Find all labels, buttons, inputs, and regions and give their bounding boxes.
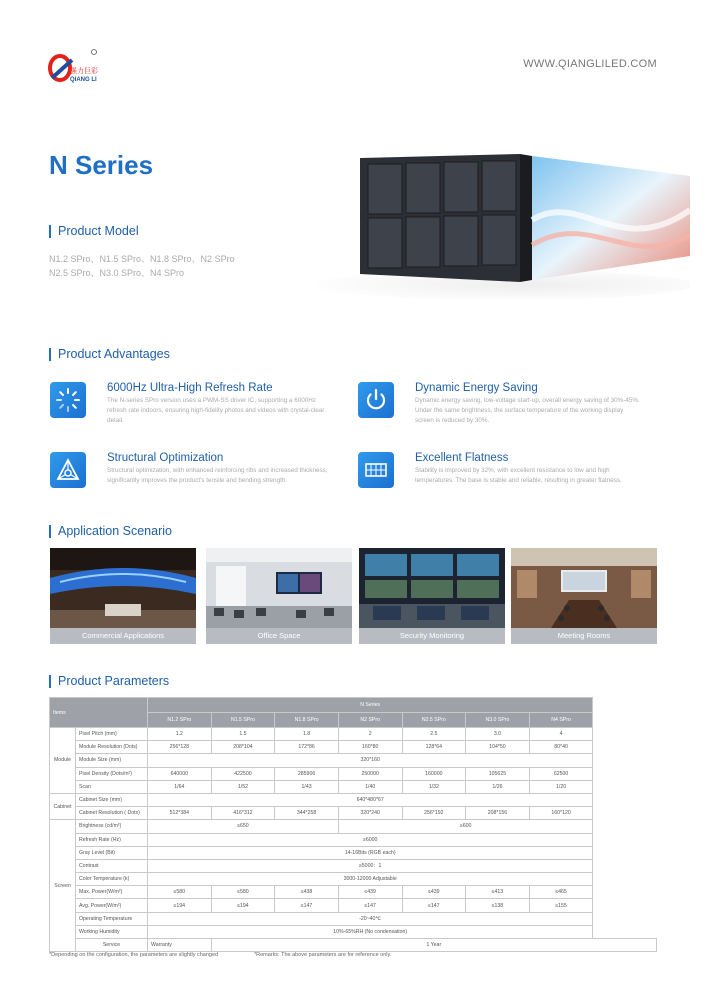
cell: 1.5 xyxy=(211,728,275,741)
cell: 80*40 xyxy=(529,741,593,754)
cell: 105625 xyxy=(466,767,530,780)
model-list-line-2: N2.5 SPro、N3.0 SPro、N4 SPro xyxy=(49,268,185,278)
cell: 512*384 xyxy=(148,807,212,820)
model-header: N4 SPro xyxy=(529,713,593,728)
row-label: Module Size (mm) xyxy=(76,754,148,767)
page-title: N Series xyxy=(49,150,154,180)
cell: ≤465 xyxy=(529,886,593,899)
cell: ≤138 xyxy=(466,899,530,912)
model-header: N2 SPro xyxy=(338,713,402,728)
group-module: Module xyxy=(50,728,76,794)
row-label: Max. Power(W/m²) xyxy=(76,886,148,899)
cell: 62500 xyxy=(529,767,593,780)
scene-commercial xyxy=(50,548,196,644)
cell: ≥6000 xyxy=(148,833,593,846)
cell: ≤194 xyxy=(211,899,275,912)
group-cabinet: Cabinet xyxy=(50,793,76,819)
cell: ≤580 xyxy=(148,886,212,899)
cell: 416*312 xyxy=(211,807,275,820)
product-model-heading: Product Model xyxy=(49,225,139,238)
cell: 1/26 xyxy=(466,780,530,793)
row-label: Refresh Rate (Hz) xyxy=(76,833,148,846)
power-icon xyxy=(358,382,394,418)
table-row xyxy=(50,939,657,952)
row-label: Scan xyxy=(76,780,148,793)
cell: 285906 xyxy=(275,767,339,780)
cell: 160000 xyxy=(402,767,466,780)
cell: 422500 xyxy=(211,767,275,780)
parameters-table xyxy=(49,697,657,952)
advantage-desc: Dynamic energy saving, low-voltage start-up, overall energy saving of 30%-45%. Under the same brightness, the surface temperature of the working display screen is reduced by 30%. xyxy=(415,397,640,424)
model-list xyxy=(49,252,235,280)
model-header: N2.5 SPro xyxy=(402,713,466,728)
cell: ≤147 xyxy=(275,899,339,912)
brand-mark: QIANG LI xyxy=(70,77,97,83)
advantage-title: 6000Hz Ultra-High Refresh Rate xyxy=(107,382,273,394)
cell: 1 Year xyxy=(211,939,656,952)
cell: 3000-12000 Adjustable xyxy=(148,873,593,886)
cell: 2.5 xyxy=(402,728,466,741)
group-service: Service xyxy=(76,939,148,952)
table-header-row xyxy=(50,698,657,713)
scene-security xyxy=(359,548,505,644)
scene-office xyxy=(206,548,352,644)
table-row xyxy=(50,833,657,846)
scene-caption: Commercial Applications xyxy=(50,628,196,644)
table-row xyxy=(50,859,657,872)
row-label: Operating Temperature xyxy=(76,912,148,925)
row-label: Warranty xyxy=(148,939,212,952)
cell: 128*64 xyxy=(402,741,466,754)
cell: 1.8 xyxy=(275,728,339,741)
brand-cn: 强力巨彩 xyxy=(70,68,98,75)
table-row xyxy=(50,741,657,754)
model-list-line-1: N1.2 SPro、N1.5 SPro、N1.8 SPro、N2 SPro xyxy=(49,254,235,264)
loading-spinner-icon xyxy=(50,382,86,418)
cell: ≤155 xyxy=(529,899,593,912)
footnote-config: *Depending on the configuration, the parameters are slightly changed xyxy=(49,952,219,958)
table-row xyxy=(50,912,657,925)
row-label: Cabinet Resolution ( Dots) xyxy=(76,807,148,820)
table-row xyxy=(50,807,657,820)
cell: 14-16Bits (RGB each) xyxy=(148,846,593,859)
row-label: Pixel Pitch (mm) xyxy=(76,728,148,741)
cell: ≤194 xyxy=(148,899,212,912)
application-heading: Application Scenario xyxy=(49,525,172,538)
cell: 256*128 xyxy=(148,741,212,754)
table-row xyxy=(50,846,657,859)
row-label: Pixel Density (Dots/m²) xyxy=(76,767,148,780)
cell: 4 xyxy=(529,728,593,741)
cell: 320*160 xyxy=(148,754,593,767)
cell: 344*258 xyxy=(275,807,339,820)
model-header: N3.0 SPro xyxy=(466,713,530,728)
cell: ≤580 xyxy=(211,886,275,899)
cell: ≤413 xyxy=(466,886,530,899)
advantage-desc: The N-series SPro version uses a PWM-SS driver IC, supporting a 6000Hz refresh rate indoors, ensuring high-fidelity photos and videos with crystal-clear detail. xyxy=(107,397,325,424)
cell: 1/52 xyxy=(211,780,275,793)
row-label: Working Humidity xyxy=(76,925,148,938)
table-row xyxy=(50,899,657,912)
cell: 640000 xyxy=(148,767,212,780)
cell: ≤438 xyxy=(275,886,339,899)
scene-caption: Meeting Rooms xyxy=(511,628,657,644)
cell: ≤439 xyxy=(338,886,402,899)
cell: 1/32 xyxy=(402,780,466,793)
table-row xyxy=(50,873,657,886)
cell: -20~40℃ xyxy=(148,912,593,925)
brand-logo xyxy=(46,48,104,84)
cell: 320*240 xyxy=(338,807,402,820)
items-header: Items xyxy=(50,698,148,728)
product-hero-image xyxy=(300,150,690,300)
advantage-desc: Structural optimization, with enhanced reinforcing ribs and increased thickness, significantly improves the product's tensile and bending strength. xyxy=(107,467,328,484)
scene-meeting xyxy=(511,548,657,644)
cell: 104*50 xyxy=(466,741,530,754)
table-row xyxy=(50,925,657,938)
cell: ≤439 xyxy=(402,886,466,899)
cell: 160*120 xyxy=(529,807,593,820)
row-label: Color Temperature (k) xyxy=(76,873,148,886)
cell: ≤147 xyxy=(338,899,402,912)
cell: 2 xyxy=(338,728,402,741)
cell: 1.2 xyxy=(148,728,212,741)
advantage-title: Excellent Flatness xyxy=(415,452,509,464)
table-row xyxy=(50,767,657,780)
cell: 1/40 xyxy=(338,780,402,793)
cell: 640*480*67 xyxy=(148,793,593,806)
parameters-heading: Product Parameters xyxy=(49,675,169,688)
cell: 3.0 xyxy=(466,728,530,741)
cell: 208*156 xyxy=(466,807,530,820)
row-label: Brightness (cd/m²) xyxy=(76,820,148,833)
cell: 1/43 xyxy=(275,780,339,793)
cell: 10%-65%RH (No condensation) xyxy=(148,925,593,938)
row-label: Contrast xyxy=(76,859,148,872)
cell: 1/20 xyxy=(529,780,593,793)
table-row xyxy=(50,754,657,767)
cell: 250000 xyxy=(338,767,402,780)
model-header: N1.5 SPro xyxy=(211,713,275,728)
grid-panel-icon xyxy=(358,452,394,488)
model-header: N1.8 SPro xyxy=(275,713,339,728)
cell: 256*192 xyxy=(402,807,466,820)
series-header: N Series xyxy=(148,698,593,713)
cell: 208*104 xyxy=(211,741,275,754)
cell: 160*80 xyxy=(338,741,402,754)
cell: ≥600 xyxy=(338,820,593,833)
advantage-desc: Stability is improved by 32%, with excellent resistance to low and high temperatures. The base is stable and reliable, resulting in greater flatness. xyxy=(415,467,622,484)
row-label: Gray Level (Bit) xyxy=(76,846,148,859)
footnote-remarks: *Remarks: The above parameters are for reference only. xyxy=(254,952,392,958)
row-label: Cabinet Size (mm) xyxy=(76,793,148,806)
website-url[interactable]: WWW.QIANGLILED.COM xyxy=(523,58,657,70)
row-label: Module Resolution (Dots) xyxy=(76,741,148,754)
advantage-title: Structural Optimization xyxy=(107,452,224,464)
cell: ≤147 xyxy=(402,899,466,912)
table-row xyxy=(50,820,657,833)
cell: ≥5000：1 xyxy=(148,859,593,872)
structure-icon xyxy=(50,452,86,488)
table-row xyxy=(50,728,657,741)
table-row xyxy=(50,886,657,899)
scene-caption: Security Monitoring xyxy=(359,628,505,644)
table-row xyxy=(50,793,657,806)
advantage-title: Dynamic Energy Saving xyxy=(415,382,538,394)
group-screen: Screen xyxy=(50,820,76,952)
row-label: Avg. Power(W/m²) xyxy=(76,899,148,912)
scene-caption: Office Space xyxy=(206,628,352,644)
advantages-heading: Product Advantages xyxy=(49,348,170,361)
cell: 1/64 xyxy=(148,780,212,793)
cell: 172*86 xyxy=(275,741,339,754)
cell: ≥650 xyxy=(148,820,339,833)
model-header: N1.2 SPro xyxy=(148,713,212,728)
table-row xyxy=(50,780,657,793)
